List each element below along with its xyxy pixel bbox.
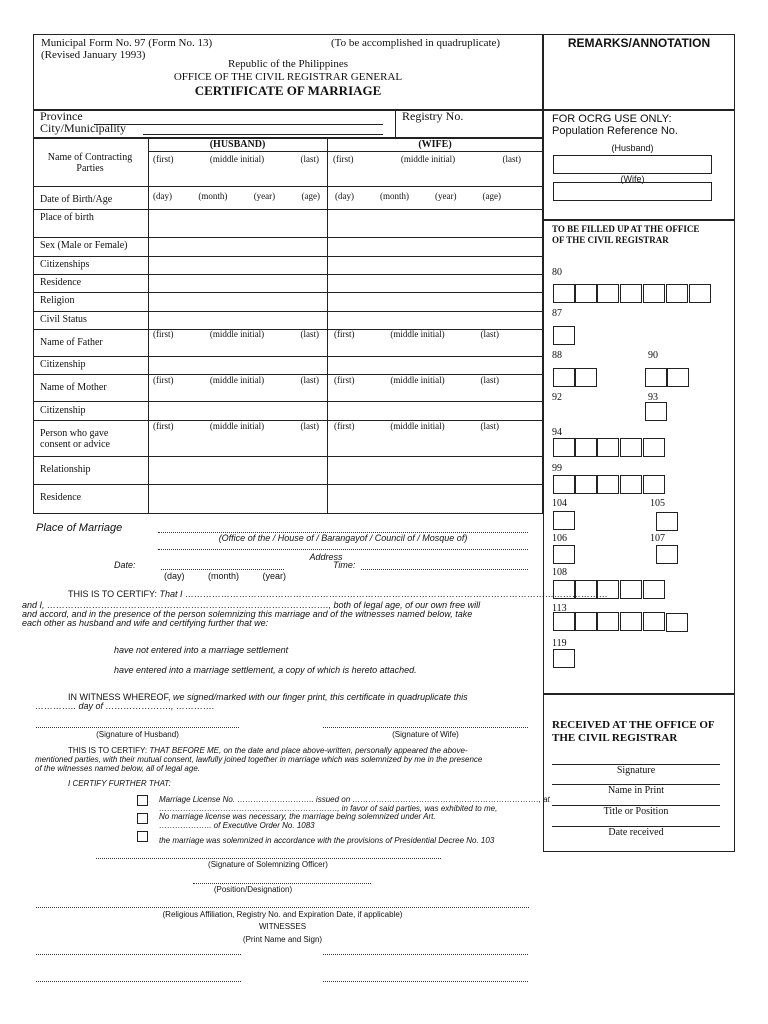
code-94-box[interactable] bbox=[553, 438, 575, 457]
province-input[interactable] bbox=[94, 124, 383, 125]
wife-ref-label: (Wife) bbox=[620, 174, 645, 184]
code-90-box[interactable] bbox=[667, 368, 689, 387]
quadruplicate-note: (To be accomplished in quadruplicate) bbox=[331, 37, 501, 49]
marriage-date-input[interactable] bbox=[161, 569, 284, 570]
code-93-box[interactable] bbox=[645, 402, 667, 421]
no-license-line-1: No marriage license was necessary, the marriage being solemnized under Art. bbox=[159, 812, 436, 821]
code-99-box[interactable] bbox=[620, 475, 642, 494]
received-title: RECEIVED AT THE OFFICE OF THE CIVIL REGISTRAR bbox=[552, 719, 715, 744]
no-license-checkbox[interactable] bbox=[137, 813, 148, 824]
code-108-box[interactable] bbox=[620, 580, 642, 599]
wife-mother-subheader: (first) (middle initial) (last) bbox=[334, 375, 499, 385]
place-of-marriage-label: Place of Marriage bbox=[36, 522, 123, 534]
row-label-residence: Residence bbox=[40, 277, 82, 288]
code-87: 87 bbox=[552, 308, 562, 319]
time-label: Time: bbox=[333, 560, 356, 570]
row-label-mother: Name of Mother bbox=[40, 382, 107, 393]
husband-ref-input[interactable] bbox=[553, 155, 712, 174]
signature-label: Signature bbox=[616, 765, 656, 776]
page-title: CERTIFICATE OF MARRIAGE bbox=[194, 83, 382, 98]
pd103-line: the marriage was solemnized in accordance with the provisions of Presidential Decree No. 103 bbox=[159, 836, 495, 845]
code-108: 108 bbox=[552, 567, 567, 578]
code-88-box[interactable] bbox=[553, 368, 575, 387]
code-113-box[interactable] bbox=[553, 612, 575, 631]
code-90-box[interactable] bbox=[645, 368, 667, 387]
date-received-label: Date received bbox=[608, 827, 664, 838]
name-print-label: Name in Print bbox=[607, 785, 665, 796]
city-input[interactable] bbox=[143, 134, 383, 135]
code-99-box[interactable] bbox=[643, 475, 665, 494]
certify-line-3: and accord, and in the presence of the person solemnizing this marriage and of the witnesses named below, take bbox=[22, 609, 473, 619]
certify-line-2: and I, …………………………………………………………………………………., both of legal age, of our own free will bbox=[22, 600, 481, 610]
code-119-box[interactable] bbox=[553, 649, 575, 668]
filled-title: TO BE FILLED UP AT THE OFFICE OF THE CIVIL REGISTRAR bbox=[552, 224, 700, 245]
before-me-line-1: THIS IS TO CERTIFY: THAT BEFORE ME, on the date and place above-written, personally appeared the above- bbox=[68, 746, 468, 755]
code-87-box[interactable] bbox=[553, 326, 575, 345]
row-label-citizenships: Citizenships bbox=[40, 259, 90, 270]
code-80-box[interactable] bbox=[666, 284, 688, 303]
code-99-box[interactable] bbox=[575, 475, 597, 494]
code-113-box[interactable] bbox=[597, 612, 619, 631]
row-label-name: Name of Contracting Parties bbox=[47, 152, 133, 174]
code-113-box[interactable] bbox=[666, 613, 688, 632]
wife-column-header: (WIFE) bbox=[418, 139, 452, 150]
date-label: Date: bbox=[114, 560, 136, 570]
code-94: 94 bbox=[552, 427, 562, 438]
row-label-pob: Place of birth bbox=[40, 212, 94, 223]
code-113-box[interactable] bbox=[620, 612, 642, 631]
code-104-box[interactable] bbox=[553, 511, 575, 530]
husband-consent-subheader: (first) (middle initial) (last) bbox=[153, 421, 319, 431]
no-license-line-2: ……………….. of Executive Order No. 1083 bbox=[159, 821, 315, 830]
license-line-2: …………………………………………………………., in favor of said parties, was exhibited to me, bbox=[159, 804, 498, 813]
row-label-residence-2: Residence bbox=[40, 492, 82, 503]
code-80-box[interactable] bbox=[643, 284, 665, 303]
code-94-box[interactable] bbox=[575, 438, 597, 457]
row-label-dob: Date of Birth/Age bbox=[40, 194, 113, 205]
row-label-citizenship-father: Citizenship bbox=[40, 359, 86, 370]
marriage-date-subheader: (day) (month) (year) bbox=[164, 571, 286, 581]
code-80-box[interactable] bbox=[575, 284, 597, 303]
code-80-box[interactable] bbox=[689, 284, 711, 303]
husband-mother-subheader: (first) (middle initial) (last) bbox=[153, 375, 319, 385]
pd103-checkbox[interactable] bbox=[137, 831, 148, 842]
row-label-father: Name of Father bbox=[40, 337, 103, 348]
code-80-box[interactable] bbox=[597, 284, 619, 303]
husband-signature-label: (Signature of Husband) bbox=[96, 730, 179, 739]
code-105: 105 bbox=[650, 498, 665, 509]
code-92: 92 bbox=[552, 392, 562, 403]
have-entered-option[interactable]: have entered into a marriage settlement, a copy of which is hereto attached. bbox=[114, 665, 417, 675]
form-number: Municipal Form No. 97 (Form No. 13) bbox=[41, 37, 213, 49]
row-label-civil-status: Civil Status bbox=[40, 314, 87, 325]
code-113: 113 bbox=[552, 603, 567, 614]
code-88-box[interactable] bbox=[575, 368, 597, 387]
code-99-box[interactable] bbox=[553, 475, 575, 494]
certify-line-4: each other as husband and wife and certifying further that we: bbox=[22, 618, 269, 628]
print-sign-label: (Print Name and Sign) bbox=[242, 935, 323, 944]
husband-date-subheader: (day) (month) (year) (age) bbox=[153, 191, 320, 201]
registry-label: Registry No. bbox=[402, 109, 464, 123]
code-80-box[interactable] bbox=[553, 284, 575, 303]
before-me-line-3: of the witnesses named below, all of legal age. bbox=[35, 764, 200, 773]
husband-name-subheader: (first) (middle initial) (last) bbox=[153, 154, 319, 164]
witness-3-input[interactable] bbox=[36, 981, 241, 982]
province-label: Province bbox=[40, 109, 83, 123]
code-104: 104 bbox=[552, 498, 567, 509]
witness-line-1: IN WITNESS WHEREOF, we signed/marked with our finger print, this certificate in quadruplicate this bbox=[68, 692, 468, 702]
marriage-time-input[interactable] bbox=[361, 569, 528, 570]
wife-signature-label: (Signature of Wife) bbox=[392, 730, 459, 739]
code-80: 80 bbox=[552, 267, 562, 278]
husband-signature-input[interactable] bbox=[36, 727, 239, 728]
license-line-1: Marriage License No. ……………………….. issued on ……………………………………………………………., at bbox=[159, 795, 550, 804]
wife-name-subheader: (first) (middle initial) (last) bbox=[333, 154, 521, 164]
officer-signature-label: (Signature of Solemnizing Officer) bbox=[208, 860, 328, 869]
revised-date: (Revised January 1993) bbox=[41, 49, 146, 61]
husband-father-subheader: (first) (middle initial) (last) bbox=[153, 329, 319, 339]
office-note: (Office of the / House of / Barangayof / Council of / Mosque of) bbox=[218, 533, 468, 543]
officer-signature-input[interactable] bbox=[96, 858, 441, 859]
row-label-citizenship-mother: Citizenship bbox=[40, 405, 86, 416]
code-94-box[interactable] bbox=[620, 438, 642, 457]
pop-ref-label: Population Reference No. bbox=[552, 125, 678, 137]
code-94-box[interactable] bbox=[597, 438, 619, 457]
wife-signature-input[interactable] bbox=[323, 727, 528, 728]
code-105-box[interactable] bbox=[656, 512, 678, 531]
row-label-relationship: Relationship bbox=[40, 464, 91, 475]
code-107-box[interactable] bbox=[656, 545, 678, 564]
code-113-box[interactable] bbox=[575, 612, 597, 631]
not-entered-option[interactable]: have not entered into a marriage settlement bbox=[114, 645, 289, 655]
code-99-box[interactable] bbox=[597, 475, 619, 494]
ocrg-label: FOR OCRG USE ONLY: bbox=[552, 113, 672, 125]
address-input[interactable] bbox=[158, 549, 528, 550]
row-label-consent: Person who gave consent or advice bbox=[40, 428, 110, 450]
code-108-box[interactable] bbox=[643, 580, 665, 599]
code-106-box[interactable] bbox=[553, 545, 575, 564]
certify-intro: THIS IS TO CERTIFY: That I …………………………………………………………………………………………………………………………… bbox=[68, 589, 609, 599]
code-113-box[interactable] bbox=[643, 612, 665, 631]
position-label: (Position/Designation) bbox=[213, 885, 293, 894]
code-93: 93 bbox=[648, 392, 658, 403]
code-80-box[interactable] bbox=[620, 284, 642, 303]
title-position-label: Title or Position bbox=[603, 806, 669, 817]
code-88: 88 bbox=[552, 350, 562, 361]
witness-line-2: ………….. day of …………………., …………. bbox=[35, 701, 215, 711]
wife-consent-subheader: (first) (middle initial) (last) bbox=[334, 421, 499, 431]
certify-further-label: I CERTIFY FURTHER THAT: bbox=[68, 779, 171, 788]
code-94-box[interactable] bbox=[643, 438, 665, 457]
row-label-sex: Sex (Male or Female) bbox=[40, 240, 128, 251]
religious-label: (Religious Affiliation, Registry No. and Expiration Date, if applicable) bbox=[162, 910, 403, 919]
remarks-title: REMARKS/ANNOTATION bbox=[567, 36, 711, 50]
wife-date-subheader: (day) (month) (year) (age) bbox=[335, 191, 501, 201]
code-107: 107 bbox=[650, 533, 665, 544]
husband-column-header: (HUSBAND) bbox=[209, 139, 266, 150]
wife-father-subheader: (first) (middle initial) (last) bbox=[334, 329, 499, 339]
address-label: Address bbox=[309, 552, 343, 562]
republic-label: Republic of the Philippines bbox=[227, 58, 349, 70]
witnesses-heading: WITNESSES bbox=[258, 922, 307, 931]
husband-ref-label: (Husband) bbox=[611, 143, 654, 153]
witness-1-input[interactable] bbox=[36, 954, 241, 955]
position-input[interactable] bbox=[193, 883, 371, 884]
code-119: 119 bbox=[552, 638, 567, 649]
code-99: 99 bbox=[552, 463, 562, 474]
city-label: City/Municipality bbox=[40, 121, 126, 135]
before-me-line-2: mentioned parties, with their mutual consent, lawfully joined together in marriage which was solemnized by me in the presence bbox=[35, 755, 483, 764]
witness-4-input[interactable] bbox=[323, 981, 528, 982]
religious-input[interactable] bbox=[36, 907, 529, 908]
license-checkbox[interactable] bbox=[137, 795, 148, 806]
row-label-religion: Religion bbox=[40, 295, 75, 306]
office-label: OFFICE OF THE CIVIL REGISTRAR GENERAL bbox=[173, 71, 403, 83]
witness-2-input[interactable] bbox=[323, 954, 528, 955]
code-106: 106 bbox=[552, 533, 567, 544]
wife-ref-input[interactable] bbox=[553, 182, 712, 201]
code-90: 90 bbox=[648, 350, 658, 361]
